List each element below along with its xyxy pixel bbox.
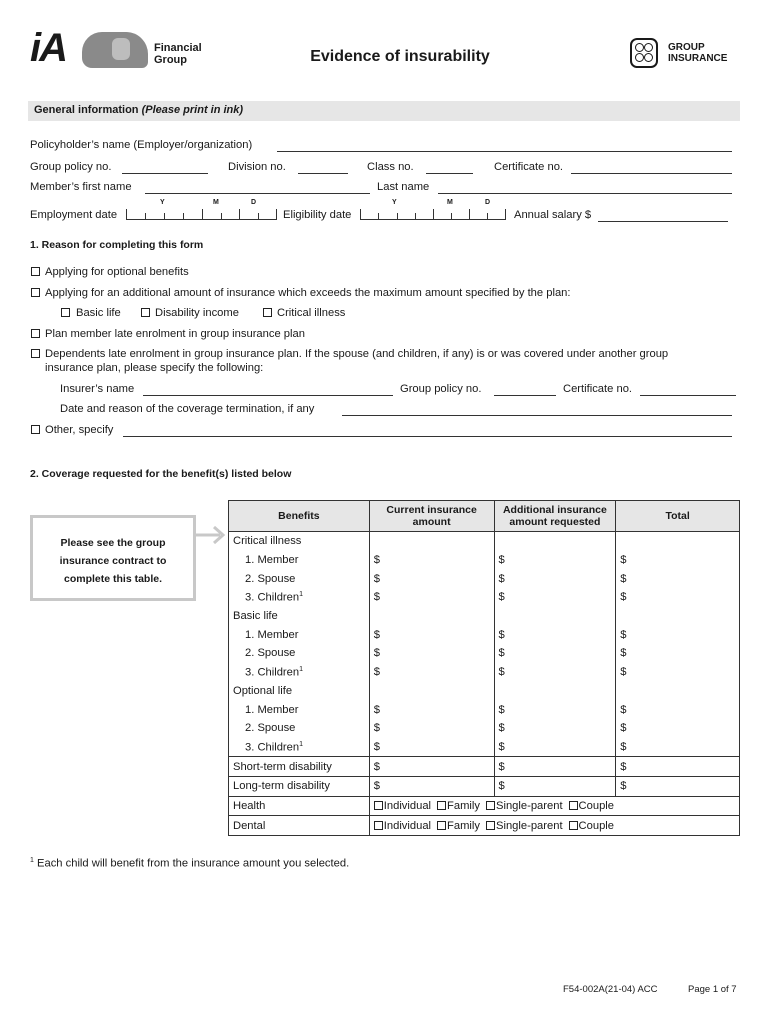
benefit-label: Short-term disability — [229, 757, 370, 777]
table-row — [229, 682, 740, 701]
additional-amount-cell[interactable]: $ — [494, 588, 616, 607]
footnote: $^1$ Each child will benefit from the insurance amount you selected. — [30, 857, 350, 870]
coverage-option[interactable]: Individual — [374, 820, 431, 832]
table-row — [229, 607, 740, 626]
logo-ia: iA — [30, 26, 66, 70]
benefit-label: 1. Member — [229, 625, 370, 644]
coverage-option-checkbox[interactable] — [374, 801, 383, 810]
current-amount-cell[interactable]: $ — [369, 757, 494, 777]
class-label: Class no. — [367, 161, 414, 173]
eligibility-date-y: Y — [392, 199, 397, 206]
section-1-heading: 1. Reason for completing this form — [30, 239, 204, 251]
prior-group-policy-label: Group policy no. — [400, 383, 482, 395]
current-amount-cell[interactable]: $ — [369, 588, 494, 607]
coverage-option[interactable]: Individual — [374, 800, 431, 812]
annual-salary-field[interactable] — [598, 221, 728, 222]
dependents-enrolment-checkbox[interactable] — [31, 349, 40, 358]
eligibility-date-d: D — [485, 199, 491, 206]
prior-certificate-label: Certificate no. — [563, 383, 633, 395]
group-insurance-label: GROUP INSURANCE — [668, 42, 728, 64]
other-field[interactable] — [123, 436, 732, 437]
policyholder-label: Policyholder’s name (Employer/organization) — [30, 139, 253, 151]
benefit-label: 1. Member — [229, 700, 370, 719]
critical-illness-checkbox[interactable] — [263, 308, 272, 317]
certificate-label: Certificate no. — [494, 161, 564, 173]
coverage-option-checkbox[interactable] — [437, 821, 446, 830]
optional-benefits-label: Applying for optional benefits — [45, 266, 189, 278]
class-field[interactable] — [426, 173, 473, 174]
benefit-label: 3. Children$^1$ — [229, 663, 370, 682]
benefit-label: 2. Spouse — [229, 569, 370, 588]
late-enrolment-checkbox[interactable] — [31, 329, 40, 338]
coverage-option[interactable]: Single-parent — [486, 820, 563, 832]
column-header-total: Total — [616, 501, 740, 532]
total-cell[interactable]: $ — [616, 776, 740, 796]
document-title: Evidence of insurability — [310, 48, 490, 65]
additional-amount-cell[interactable]: $ — [494, 663, 616, 682]
late-enrolment-label: Plan member late enrolment in group insurance plan — [45, 328, 305, 340]
current-amount-cell[interactable]: $ — [369, 569, 494, 588]
column-header-current: Current insurance amount — [369, 501, 494, 532]
total-cell — [616, 532, 740, 551]
total-cell[interactable]: $ — [616, 738, 740, 757]
additional-amount-cell[interactable]: $ — [494, 738, 616, 757]
total-cell[interactable]: $ — [616, 700, 740, 719]
table-row — [229, 663, 740, 682]
policyholder-field[interactable] — [277, 151, 732, 152]
current-amount-cell[interactable]: $ — [369, 700, 494, 719]
current-amount-cell[interactable]: $ — [369, 551, 494, 570]
eligibility-date-label: Eligibility date — [283, 209, 352, 221]
elephant-logo-icon — [82, 32, 148, 68]
current-amount-cell[interactable]: $ — [369, 719, 494, 738]
dependents-enrolment-label-1: Dependents late enrolment in group insurance plan. If the spouse (and children, if any) is or was covered under another group — [45, 348, 669, 360]
total-cell[interactable]: $ — [616, 588, 740, 607]
table-row — [229, 776, 740, 796]
additional-amount-cell[interactable]: $ — [494, 644, 616, 663]
total-cell[interactable]: $ — [616, 569, 740, 588]
coverage-option-checkbox[interactable] — [569, 821, 578, 830]
coverage-table-body — [229, 532, 740, 836]
benefit-label: Long-term disability — [229, 776, 370, 796]
division-label: Division no. — [228, 161, 286, 173]
additional-amount-cell — [494, 532, 616, 551]
coverage-table-header — [229, 501, 740, 532]
insurer-name-label: Insurer’s name — [60, 383, 135, 395]
group-policy-field[interactable] — [122, 173, 208, 174]
total-cell[interactable]: $ — [616, 644, 740, 663]
benefit-label: 2. Spouse — [229, 719, 370, 738]
coverage-option-checkbox[interactable] — [374, 821, 383, 830]
logo-text: Financial Group — [154, 42, 202, 66]
employment-date-m: M — [213, 199, 219, 206]
coverage-option[interactable]: Family — [437, 800, 480, 812]
see-contract-callout: Please see the group insurance contract to complete this table. — [30, 515, 196, 601]
table-row — [229, 588, 740, 607]
current-amount-cell[interactable]: $ — [369, 644, 494, 663]
column-header-benefits: Benefits — [229, 501, 370, 532]
last-name-field[interactable] — [438, 193, 732, 194]
group-insurance-icon — [630, 38, 658, 68]
basic-life-label: Basic life — [76, 307, 121, 319]
additional-amount-cell[interactable]: $ — [494, 569, 616, 588]
coverage-option-checkbox[interactable] — [437, 801, 446, 810]
additional-amount-label: Applying for an additional amount of insurance which exceeds the maximum amount specified by the plan: — [45, 287, 571, 299]
additional-amount-cell — [494, 682, 616, 701]
current-amount-cell — [369, 607, 494, 626]
table-row — [229, 738, 740, 757]
coverage-option[interactable]: Couple — [569, 800, 614, 812]
callout-arrow-icon — [196, 524, 230, 546]
benefit-label: 3. Children$^1$ — [229, 588, 370, 607]
table-row — [229, 625, 740, 644]
other-checkbox[interactable] — [31, 425, 40, 434]
total-cell[interactable]: $ — [616, 757, 740, 777]
coverage-option[interactable]: Couple — [569, 820, 614, 832]
additional-amount-cell[interactable]: $ — [494, 776, 616, 796]
dependents-enrolment-label-2: insurance plan, please specify the following: — [45, 362, 264, 374]
total-cell[interactable]: $ — [616, 719, 740, 738]
benefit-label: 2. Spouse — [229, 644, 370, 663]
total-cell — [616, 682, 740, 701]
first-name-field[interactable] — [145, 193, 370, 194]
benefit-label: Dental — [229, 816, 370, 836]
last-name-label: Last name — [377, 181, 430, 193]
total-cell[interactable]: $ — [616, 625, 740, 644]
benefit-label: 1. Member — [229, 551, 370, 570]
coverage-option-checkbox[interactable] — [569, 801, 578, 810]
benefit-label: 3. Children$^1$ — [229, 738, 370, 757]
section-2-heading: 2. Coverage requested for the benefit(s) listed below — [30, 468, 292, 480]
other-label: Other, specify — [45, 424, 114, 436]
additional-amount-checkbox[interactable] — [31, 288, 40, 297]
table-row — [229, 719, 740, 738]
total-cell[interactable]: $ — [616, 663, 740, 682]
coverage-option[interactable]: Family — [437, 820, 480, 832]
current-amount-cell — [369, 682, 494, 701]
prior-certificate-field[interactable] — [640, 395, 736, 396]
critical-illness-label: Critical illness — [277, 307, 346, 319]
general-information-heading: General information (Please print in ink) — [28, 101, 740, 121]
employment-date-d: D — [251, 199, 257, 206]
termination-label: Date and reason of the coverage termination, if any — [60, 403, 315, 415]
benefit-label: Critical illness — [229, 532, 370, 551]
optional-benefits-checkbox[interactable] — [31, 267, 40, 276]
coverage-table — [228, 500, 740, 836]
eligibility-date-field[interactable] — [360, 209, 506, 220]
additional-amount-cell[interactable]: $ — [494, 551, 616, 570]
employment-date-label: Employment date — [30, 209, 118, 221]
column-header-additional: Additional insurance amount requested — [494, 501, 616, 532]
additional-amount-cell — [494, 607, 616, 626]
benefit-label: Optional life — [229, 682, 370, 701]
coverage-option-checkbox[interactable] — [486, 821, 495, 830]
current-amount-cell[interactable]: $ — [369, 625, 494, 644]
table-row — [229, 796, 740, 816]
current-amount-cell[interactable]: $ — [369, 776, 494, 796]
group-policy-label: Group policy no. — [30, 161, 112, 173]
table-row — [229, 700, 740, 719]
coverage-options — [369, 816, 739, 836]
disability-income-label: Disability income — [155, 307, 239, 319]
basic-life-checkbox[interactable] — [61, 308, 70, 317]
termination-field[interactable] — [342, 415, 732, 416]
benefit-label: Basic life — [229, 607, 370, 626]
eligibility-date-m: M — [447, 199, 453, 206]
table-row — [229, 644, 740, 663]
division-field[interactable] — [298, 173, 348, 174]
additional-amount-cell[interactable]: $ — [494, 625, 616, 644]
coverage-options — [369, 796, 739, 816]
total-cell — [616, 607, 740, 626]
first-name-label: Member’s first name — [30, 181, 132, 193]
annual-salary-label: Annual salary $ — [514, 209, 592, 221]
form-code: F54-002A(21-04) ACC — [563, 984, 658, 995]
disability-income-checkbox[interactable] — [141, 308, 150, 317]
table-row — [229, 816, 740, 836]
total-cell[interactable]: $ — [616, 551, 740, 570]
additional-amount-cell[interactable]: $ — [494, 757, 616, 777]
table-row — [229, 569, 740, 588]
table-row — [229, 757, 740, 777]
insurer-name-field[interactable] — [143, 395, 393, 396]
employment-date-field[interactable] — [126, 209, 277, 220]
current-amount-cell — [369, 532, 494, 551]
coverage-option-checkbox[interactable] — [486, 801, 495, 810]
page-number: Page 1 of 7 — [688, 984, 737, 995]
certificate-field[interactable] — [571, 173, 732, 174]
employment-date-y: Y — [160, 199, 165, 206]
table-row — [229, 551, 740, 570]
prior-group-policy-field[interactable] — [494, 395, 556, 396]
additional-amount-cell[interactable]: $ — [494, 700, 616, 719]
additional-amount-cell[interactable]: $ — [494, 719, 616, 738]
current-amount-cell[interactable]: $ — [369, 738, 494, 757]
coverage-option[interactable]: Single-parent — [486, 800, 563, 812]
table-row — [229, 532, 740, 551]
benefit-label: Health — [229, 796, 370, 816]
current-amount-cell[interactable]: $ — [369, 663, 494, 682]
